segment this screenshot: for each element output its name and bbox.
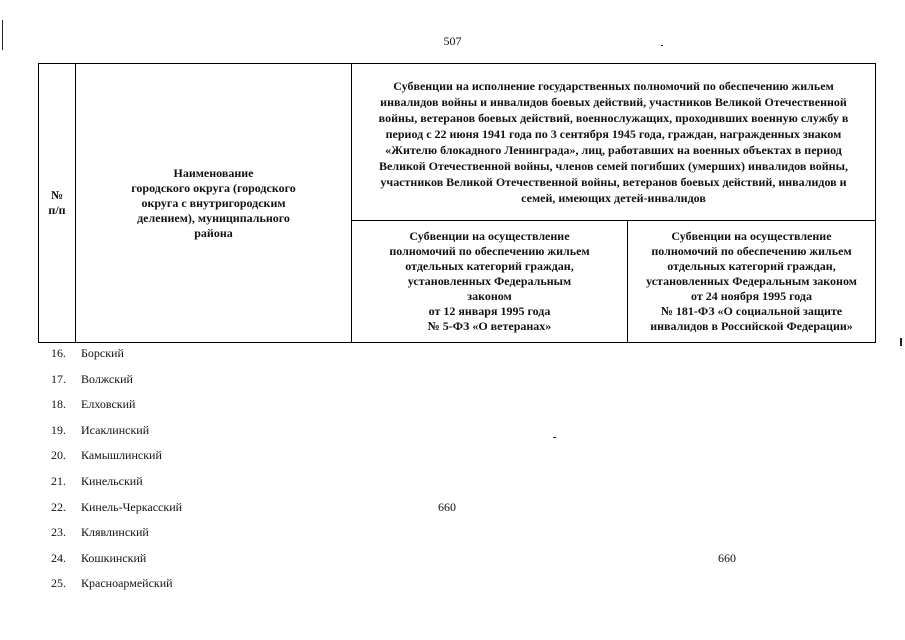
row-district-name: Красноармейский bbox=[81, 576, 173, 590]
table-row bbox=[0, 394, 905, 414]
table-row bbox=[0, 573, 905, 593]
row-number: 18. bbox=[51, 397, 66, 411]
header-main-label: Субвенции на исполнение государственных полномочий по обеспечению жильем инвалидов войны и инвалидов боевых действий, участников Великой Отечественной войны, ветеранов боевых действий, военнослужащих, проходивших военную службу в период с 22 июня 1941 года по 3 сентября 1945 года, граждан, награжденных знаком «Жителю блокадного Ленинграда», лиц, работавших на военных объектах в период Великой Отечественной войны, членов семей погибших (умерших) инвалидов войны, участников Великой Отечественной войны, ветеранов боевых действий, инвалидов и семей, имеющих детей-инвалидов bbox=[378, 79, 849, 205]
scan-speck bbox=[661, 45, 663, 46]
page-number: 507 bbox=[443, 34, 462, 48]
row-district-name: Кинель-Черкасский bbox=[81, 500, 183, 514]
header-sub-2-label: Субвенции на осуществление полномочий по обеспечению жильем отдельных категорий граждан, установленных Федеральным законом от 24 ноября 1995 года № 181-ФЗ «О социальной защите инвалидов в Российской Федерации» bbox=[646, 229, 857, 333]
header-number-label: № п/п bbox=[48, 188, 66, 217]
row-number: 23. bbox=[51, 525, 66, 539]
row-value-1: 660 bbox=[438, 500, 456, 514]
row-number: 22. bbox=[51, 500, 66, 514]
row-number: 20. bbox=[51, 448, 66, 462]
header-sub-1-label: Субвенции на осуществление полномочий по обеспечению жильем отдельных категорий граждан, установленных Федеральным законом от 12 января 1995 года № 5-ФЗ «О ветеранах» bbox=[389, 229, 590, 333]
row-district-name: Борский bbox=[81, 346, 124, 360]
row-district-name: Елховский bbox=[81, 397, 136, 411]
header-cell-number bbox=[39, 64, 76, 342]
header-cell-main bbox=[352, 64, 875, 221]
row-number: 17. bbox=[51, 372, 66, 386]
header-name-label: Наименование городского округа (городского округа с внутригородским делением), муниципального района bbox=[131, 165, 296, 240]
header-cell-name bbox=[76, 64, 352, 342]
row-value-2: 660 bbox=[718, 551, 736, 565]
row-district-name: Исаклинский bbox=[81, 423, 150, 437]
row-district-name: Кинельский bbox=[81, 474, 143, 488]
row-number: 25. bbox=[51, 576, 66, 590]
row-district-name: Волжский bbox=[81, 372, 133, 386]
scan-mark-right bbox=[900, 338, 902, 346]
row-number: 16. bbox=[51, 346, 66, 360]
table-row bbox=[0, 343, 905, 363]
row-number: 24. bbox=[51, 551, 66, 565]
table-row bbox=[0, 471, 905, 491]
scan-mark-left bbox=[2, 20, 3, 50]
row-district-name: Клявлинский bbox=[81, 525, 149, 539]
scan-speck bbox=[553, 437, 556, 438]
table-row bbox=[0, 369, 905, 389]
table-header bbox=[38, 63, 876, 343]
row-district-name: Кошкинский bbox=[81, 551, 147, 565]
header-cell-sub-1 bbox=[352, 221, 628, 342]
row-district-name: Камышлинский bbox=[81, 448, 162, 462]
row-number: 21. bbox=[51, 474, 66, 488]
table-row bbox=[0, 420, 905, 440]
table-row bbox=[0, 548, 905, 568]
table-row bbox=[0, 445, 905, 465]
table-row bbox=[0, 522, 905, 542]
row-number: 19. bbox=[51, 423, 66, 437]
table-row bbox=[0, 497, 905, 517]
header-cell-sub-2 bbox=[628, 221, 875, 342]
